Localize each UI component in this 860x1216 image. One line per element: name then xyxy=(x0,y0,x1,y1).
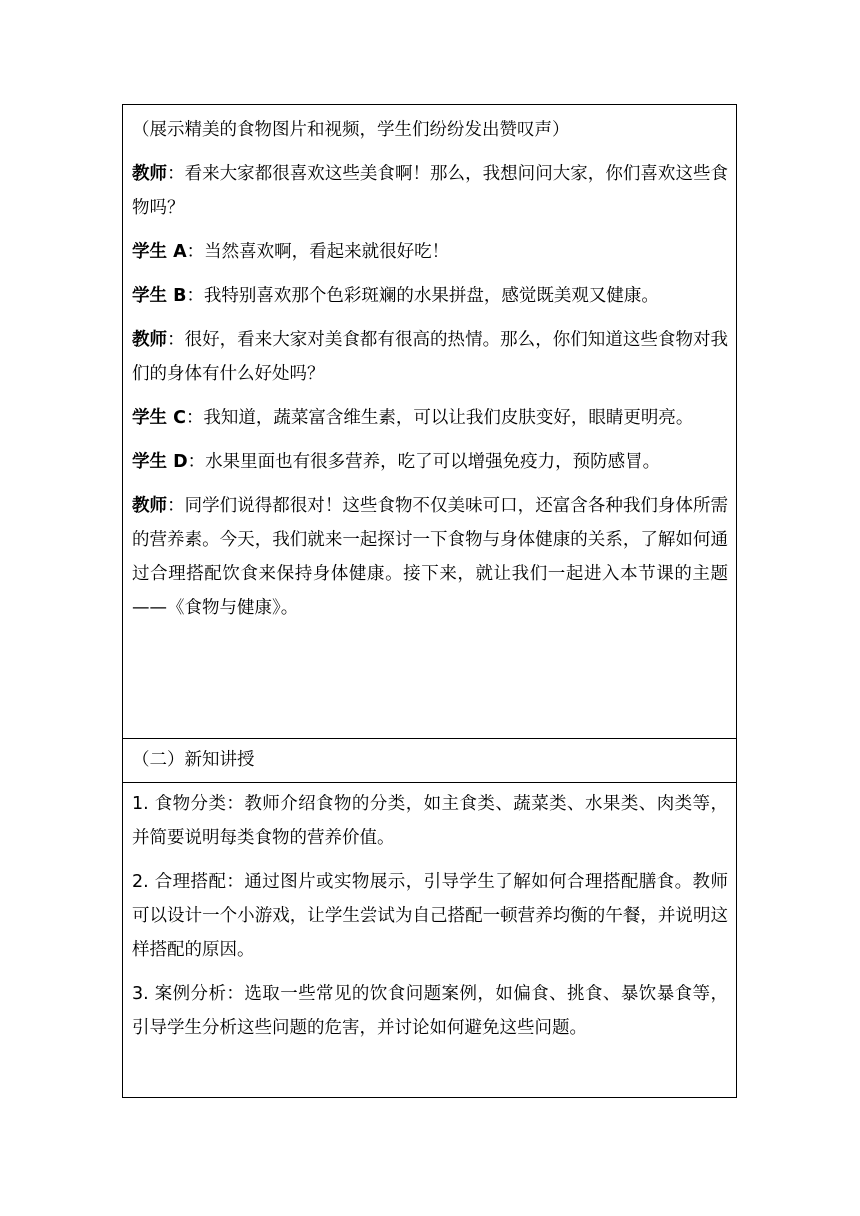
lesson-plan-table xyxy=(122,104,737,1098)
dialogue-cell xyxy=(123,105,736,738)
speaker-label: 教师 xyxy=(132,330,168,350)
dialogue-text: ：当然喜欢啊，看起来就很好吃！ xyxy=(186,242,450,262)
dialogue-text: ：水果里面也有很多营养，吃了可以增强免疫力，预防感冒。 xyxy=(187,452,661,472)
dialogue-text: ：同学们说得都很对！这些食物不仅美味可口，还富含各种我们身体所需的营养素。今天，我们就来一起探讨一下食物与身体健康的关系，了解如何通过合理搭配饮食来保持身体健康。接下来，就让我们一起进入本节课的主题——《食物与健康》。 xyxy=(132,496,728,618)
speaker-label: 教师 xyxy=(132,164,168,184)
dialogue-line xyxy=(132,489,728,625)
dialogue-text: ：看来大家都很喜欢这些美食啊！那么，我想问问大家，你们喜欢这些食物吗？ xyxy=(132,164,728,218)
dialogue-text: ：很好，看来大家对美食都有很高的热情。那么，你们知道这些食物对我们的身体有什么好处吗？ xyxy=(132,330,728,384)
dialogue-line xyxy=(132,157,728,225)
section-heading-cell xyxy=(123,738,736,782)
speaker-label: 教师 xyxy=(132,496,168,516)
content-item: 2. 合理搭配：通过图片或实物展示，引导学生了解如何合理搭配膳食。教师可以设计一个小游戏，让学生尝试为自己搭配一顿营养均衡的午餐，并说明这样搭配的原因。 xyxy=(132,872,728,960)
section-heading: （二）新知讲授 xyxy=(132,750,255,770)
speaker-label: 学生 D xyxy=(132,452,188,472)
stage-direction xyxy=(132,113,728,147)
dialogue-text: ：我特别喜欢那个色彩斑斓的水果拼盘，感觉既美观又健康。 xyxy=(186,286,659,306)
speaker-label: 学生 B xyxy=(132,286,187,306)
content-item: 1. 食物分类：教师介绍食物的分类，如主食类、蔬菜类、水果类、肉类等，并简要说明每类食物的营养价值。 xyxy=(132,794,728,848)
speaker-label: 学生 A xyxy=(132,242,187,262)
dialogue-line xyxy=(132,235,728,269)
content-cell xyxy=(123,782,736,1097)
dialogue-text: ：我知道，蔬菜富含维生素，可以让我们皮肤变好，眼睛更明亮。 xyxy=(185,408,694,428)
dialogue-line xyxy=(132,323,728,391)
stage-direction-text: （展示精美的食物图片和视频，学生们纷纷发出赞叹声） xyxy=(132,120,570,140)
speaker-label: 学生 C xyxy=(132,408,186,428)
dialogue-line xyxy=(132,279,728,313)
dialogue-line xyxy=(132,401,728,435)
content-item: 3. 案例分析：选取一些常见的饮食问题案例，如偏食、挑食、暴饮暴食等，引导学生分析这些问题的危害，并讨论如何避免这些问题。 xyxy=(132,984,728,1038)
dialogue-line xyxy=(132,445,728,479)
